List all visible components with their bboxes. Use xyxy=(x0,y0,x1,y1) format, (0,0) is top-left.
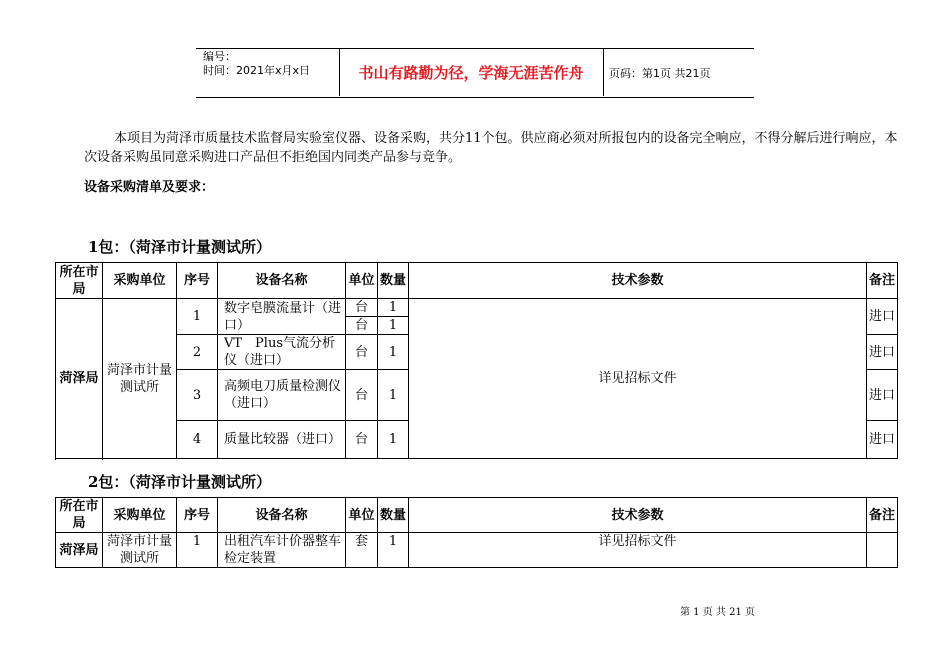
col-seq: 序号 xyxy=(177,498,218,533)
cell-qty: 1 xyxy=(378,317,409,335)
package-1-title: 1包：（菏泽市计量测试所） xyxy=(88,238,271,256)
table-row xyxy=(56,533,898,568)
intro-paragraph: 本项目为菏泽市质量技术监督局实验室仪器、设备采购，共分11个包。供应商必须对所报包内的设备完全响应，不得分解后进行响应，本次设备采购虽同意采购进口产品但不拒绝国内同类产品参与竞争。 xyxy=(84,131,898,165)
package-2-title: 2包：（菏泽市计量测试所） xyxy=(88,473,271,491)
cell-note: 进口 xyxy=(867,421,898,459)
col-note: 备注 xyxy=(867,263,898,299)
cell-measure: 台 xyxy=(346,421,378,459)
cell-seq: 1 xyxy=(177,533,218,568)
header-number: 编号： xyxy=(203,50,236,63)
cell-measure: 台 xyxy=(346,299,378,317)
cell-bureau: 菏泽局 xyxy=(56,533,103,568)
col-spec: 技术参数 xyxy=(409,498,867,533)
table-row xyxy=(56,299,898,317)
cell-name: VT Plus气流分析仪（进口） xyxy=(218,335,346,370)
cell-qty: 1 xyxy=(378,370,409,421)
cell-name: 出租汽车计价器整车检定装置 xyxy=(218,533,346,568)
cell-seq: 3 xyxy=(177,370,218,421)
cell-spec: 详见招标文件 xyxy=(409,533,867,568)
table-header-row xyxy=(56,263,898,299)
cell-seq: 4 xyxy=(177,421,218,459)
package-2-table xyxy=(55,497,898,568)
cell-bureau: 菏泽局 xyxy=(56,299,103,459)
header-meta xyxy=(203,50,310,78)
list-heading: 设备采购清单及要求： xyxy=(84,180,215,195)
cell-note: 进口 xyxy=(867,299,898,335)
table-header-row xyxy=(56,498,898,533)
cell-name: 高频电刀质量检测仪（进口） xyxy=(218,370,346,421)
cell-note xyxy=(867,533,898,568)
col-note: 备注 xyxy=(867,498,898,533)
header-motto: 书山有路勤为径，学海无涯苦作舟 xyxy=(358,63,584,82)
cell-measure: 台 xyxy=(346,370,378,421)
col-unit: 采购单位 xyxy=(103,498,177,533)
col-qty: 数量 xyxy=(378,263,409,299)
cell-measure: 台 xyxy=(346,317,378,335)
cell-note: 进口 xyxy=(867,335,898,370)
col-seq: 序号 xyxy=(177,263,218,299)
col-qty: 数量 xyxy=(378,498,409,533)
col-unit: 采购单位 xyxy=(103,263,177,299)
col-spec: 技术参数 xyxy=(409,263,867,299)
cell-qty: 1 xyxy=(378,421,409,459)
cell-unit: 菏泽市计量测试所 xyxy=(103,299,177,459)
cell-name: 数字皂膜流量计（进口） xyxy=(218,299,346,335)
cell-seq: 2 xyxy=(177,335,218,370)
col-measure: 单位 xyxy=(346,498,378,533)
col-measure: 单位 xyxy=(346,263,378,299)
col-bureau: 所在市局 xyxy=(56,263,103,299)
cell-note: 进口 xyxy=(867,370,898,421)
cell-unit: 菏泽市计量测试所 xyxy=(103,533,177,568)
package-1-table xyxy=(55,262,898,459)
cell-name: 质量比较器（进口） xyxy=(218,421,346,459)
col-name: 设备名称 xyxy=(218,498,346,533)
cell-seq: 1 xyxy=(177,299,218,335)
header-divider xyxy=(603,48,604,96)
col-bureau: 所在市局 xyxy=(56,498,103,533)
header-time: 时间：2021年x月x日 xyxy=(203,64,311,77)
col-name: 设备名称 xyxy=(218,263,346,299)
cell-qty: 1 xyxy=(378,335,409,370)
cell-qty: 1 xyxy=(378,533,409,568)
cell-measure: 套 xyxy=(346,533,378,568)
cell-measure: 台 xyxy=(346,335,378,370)
cell-qty: 1 xyxy=(378,299,409,317)
cell-spec: 详见招标文件 xyxy=(409,299,867,459)
page-footer: 第 1 页 共 21 页 xyxy=(680,607,755,618)
header-page-number: 页码：第1页 共21页 xyxy=(609,67,711,80)
